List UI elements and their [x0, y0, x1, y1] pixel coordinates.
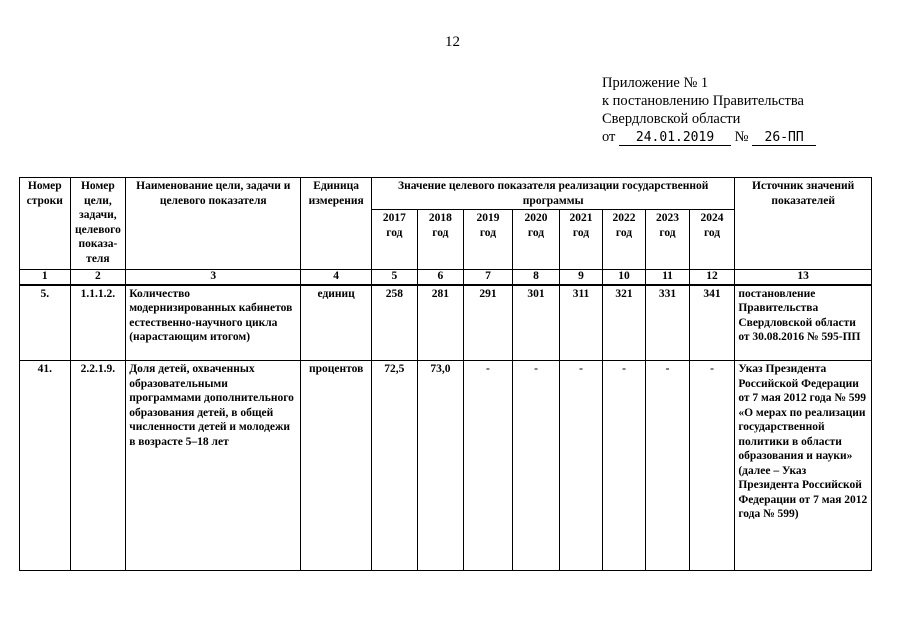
- cell-row-number: 41.: [20, 361, 71, 571]
- cell-name: Доля детей, охваченных образовательными программами дополнительного образования детей, в общей численности детей и молодежи в возрасте 5–18 лет: [126, 361, 301, 571]
- number-label: №: [734, 129, 749, 145]
- cell-value: -: [512, 361, 560, 571]
- header-year: 2023 год: [646, 210, 690, 270]
- header-year: 2024 год: [689, 210, 735, 270]
- cell-value: 258: [372, 285, 418, 361]
- header-row: [20, 178, 872, 210]
- cell-value: 301: [512, 285, 560, 361]
- header-year: 2021 год: [560, 210, 602, 270]
- decree-date: 24.01.2019: [619, 131, 731, 146]
- column-index-row: [20, 270, 872, 285]
- cell-source: постановление Правительства Свердловской области от 30.08.2016 № 595-ПП: [735, 285, 872, 361]
- cell-value: -: [646, 361, 690, 571]
- cell-goal-number: 2.2.1.9.: [70, 361, 126, 571]
- appendix-title: Приложение № 1: [602, 75, 709, 91]
- cell-value: 321: [602, 285, 646, 361]
- cell-unit: процентов: [301, 361, 372, 571]
- header-goal-number: Номер цели, задачи, целевого показа-теля: [70, 178, 126, 270]
- decree-number: 26-ПП: [752, 131, 816, 146]
- header-row-number: Номер строки: [20, 178, 71, 270]
- header-source: Источник значений показателей: [735, 178, 872, 270]
- cell-value: -: [689, 361, 735, 571]
- cell-value: 72,5: [372, 361, 418, 571]
- cell-name: Количество модернизированных кабинетов естественно-научного цикла (нарастающим итогом): [126, 285, 301, 361]
- column-index: 8: [512, 270, 560, 285]
- cell-unit: единиц: [301, 285, 372, 361]
- header-year: 2019 год: [464, 210, 513, 270]
- cell-value: 331: [646, 285, 690, 361]
- indicators-table: [19, 177, 872, 571]
- column-index: 9: [560, 270, 602, 285]
- header-year: 2020 год: [512, 210, 560, 270]
- column-index: 13: [735, 270, 872, 285]
- cell-value: -: [464, 361, 513, 571]
- header-unit: Единица измерения: [301, 178, 372, 270]
- column-index: 12: [689, 270, 735, 285]
- appendix-block: [602, 74, 816, 146]
- cell-value: 311: [560, 285, 602, 361]
- from-label: от: [602, 129, 616, 145]
- column-index: 11: [646, 270, 690, 285]
- header-year: 2022 год: [602, 210, 646, 270]
- column-index: 6: [417, 270, 464, 285]
- cell-value: 291: [464, 285, 513, 361]
- header-year: 2017 год: [372, 210, 418, 270]
- cell-goal-number: 1.1.1.2.: [70, 285, 126, 361]
- table-row: [20, 361, 872, 571]
- appendix-date-line: [602, 128, 816, 146]
- column-index: 4: [301, 270, 372, 285]
- cell-value: 73,0: [417, 361, 464, 571]
- column-index: 10: [602, 270, 646, 285]
- column-index: 2: [70, 270, 126, 285]
- appendix-decree: к постановлению Правительства: [602, 93, 804, 109]
- column-index: 7: [464, 270, 513, 285]
- table-row: [20, 285, 872, 361]
- cell-value: -: [602, 361, 646, 571]
- header-values-group: Значение целевого показателя реализации государственной программы: [372, 178, 735, 210]
- column-index: 1: [20, 270, 71, 285]
- column-index: 3: [126, 270, 301, 285]
- page-number: 12: [445, 34, 460, 50]
- cell-source: Указ Президента Российской Федерации от 7 мая 2012 года № 599 «О мерах по реализации государственной политики в области образования и науки» (далее – Указ Президента Российской Федерации от 7 мая 2012 года № 599): [735, 361, 872, 571]
- cell-value: -: [560, 361, 602, 571]
- cell-value: 341: [689, 285, 735, 361]
- header-name: Наименование цели, задачи и целевого показателя: [126, 178, 301, 270]
- column-index: 5: [372, 270, 418, 285]
- appendix-region: Свердловской области: [602, 111, 741, 127]
- header-year: 2018 год: [417, 210, 464, 270]
- cell-row-number: 5.: [20, 285, 71, 361]
- cell-value: 281: [417, 285, 464, 361]
